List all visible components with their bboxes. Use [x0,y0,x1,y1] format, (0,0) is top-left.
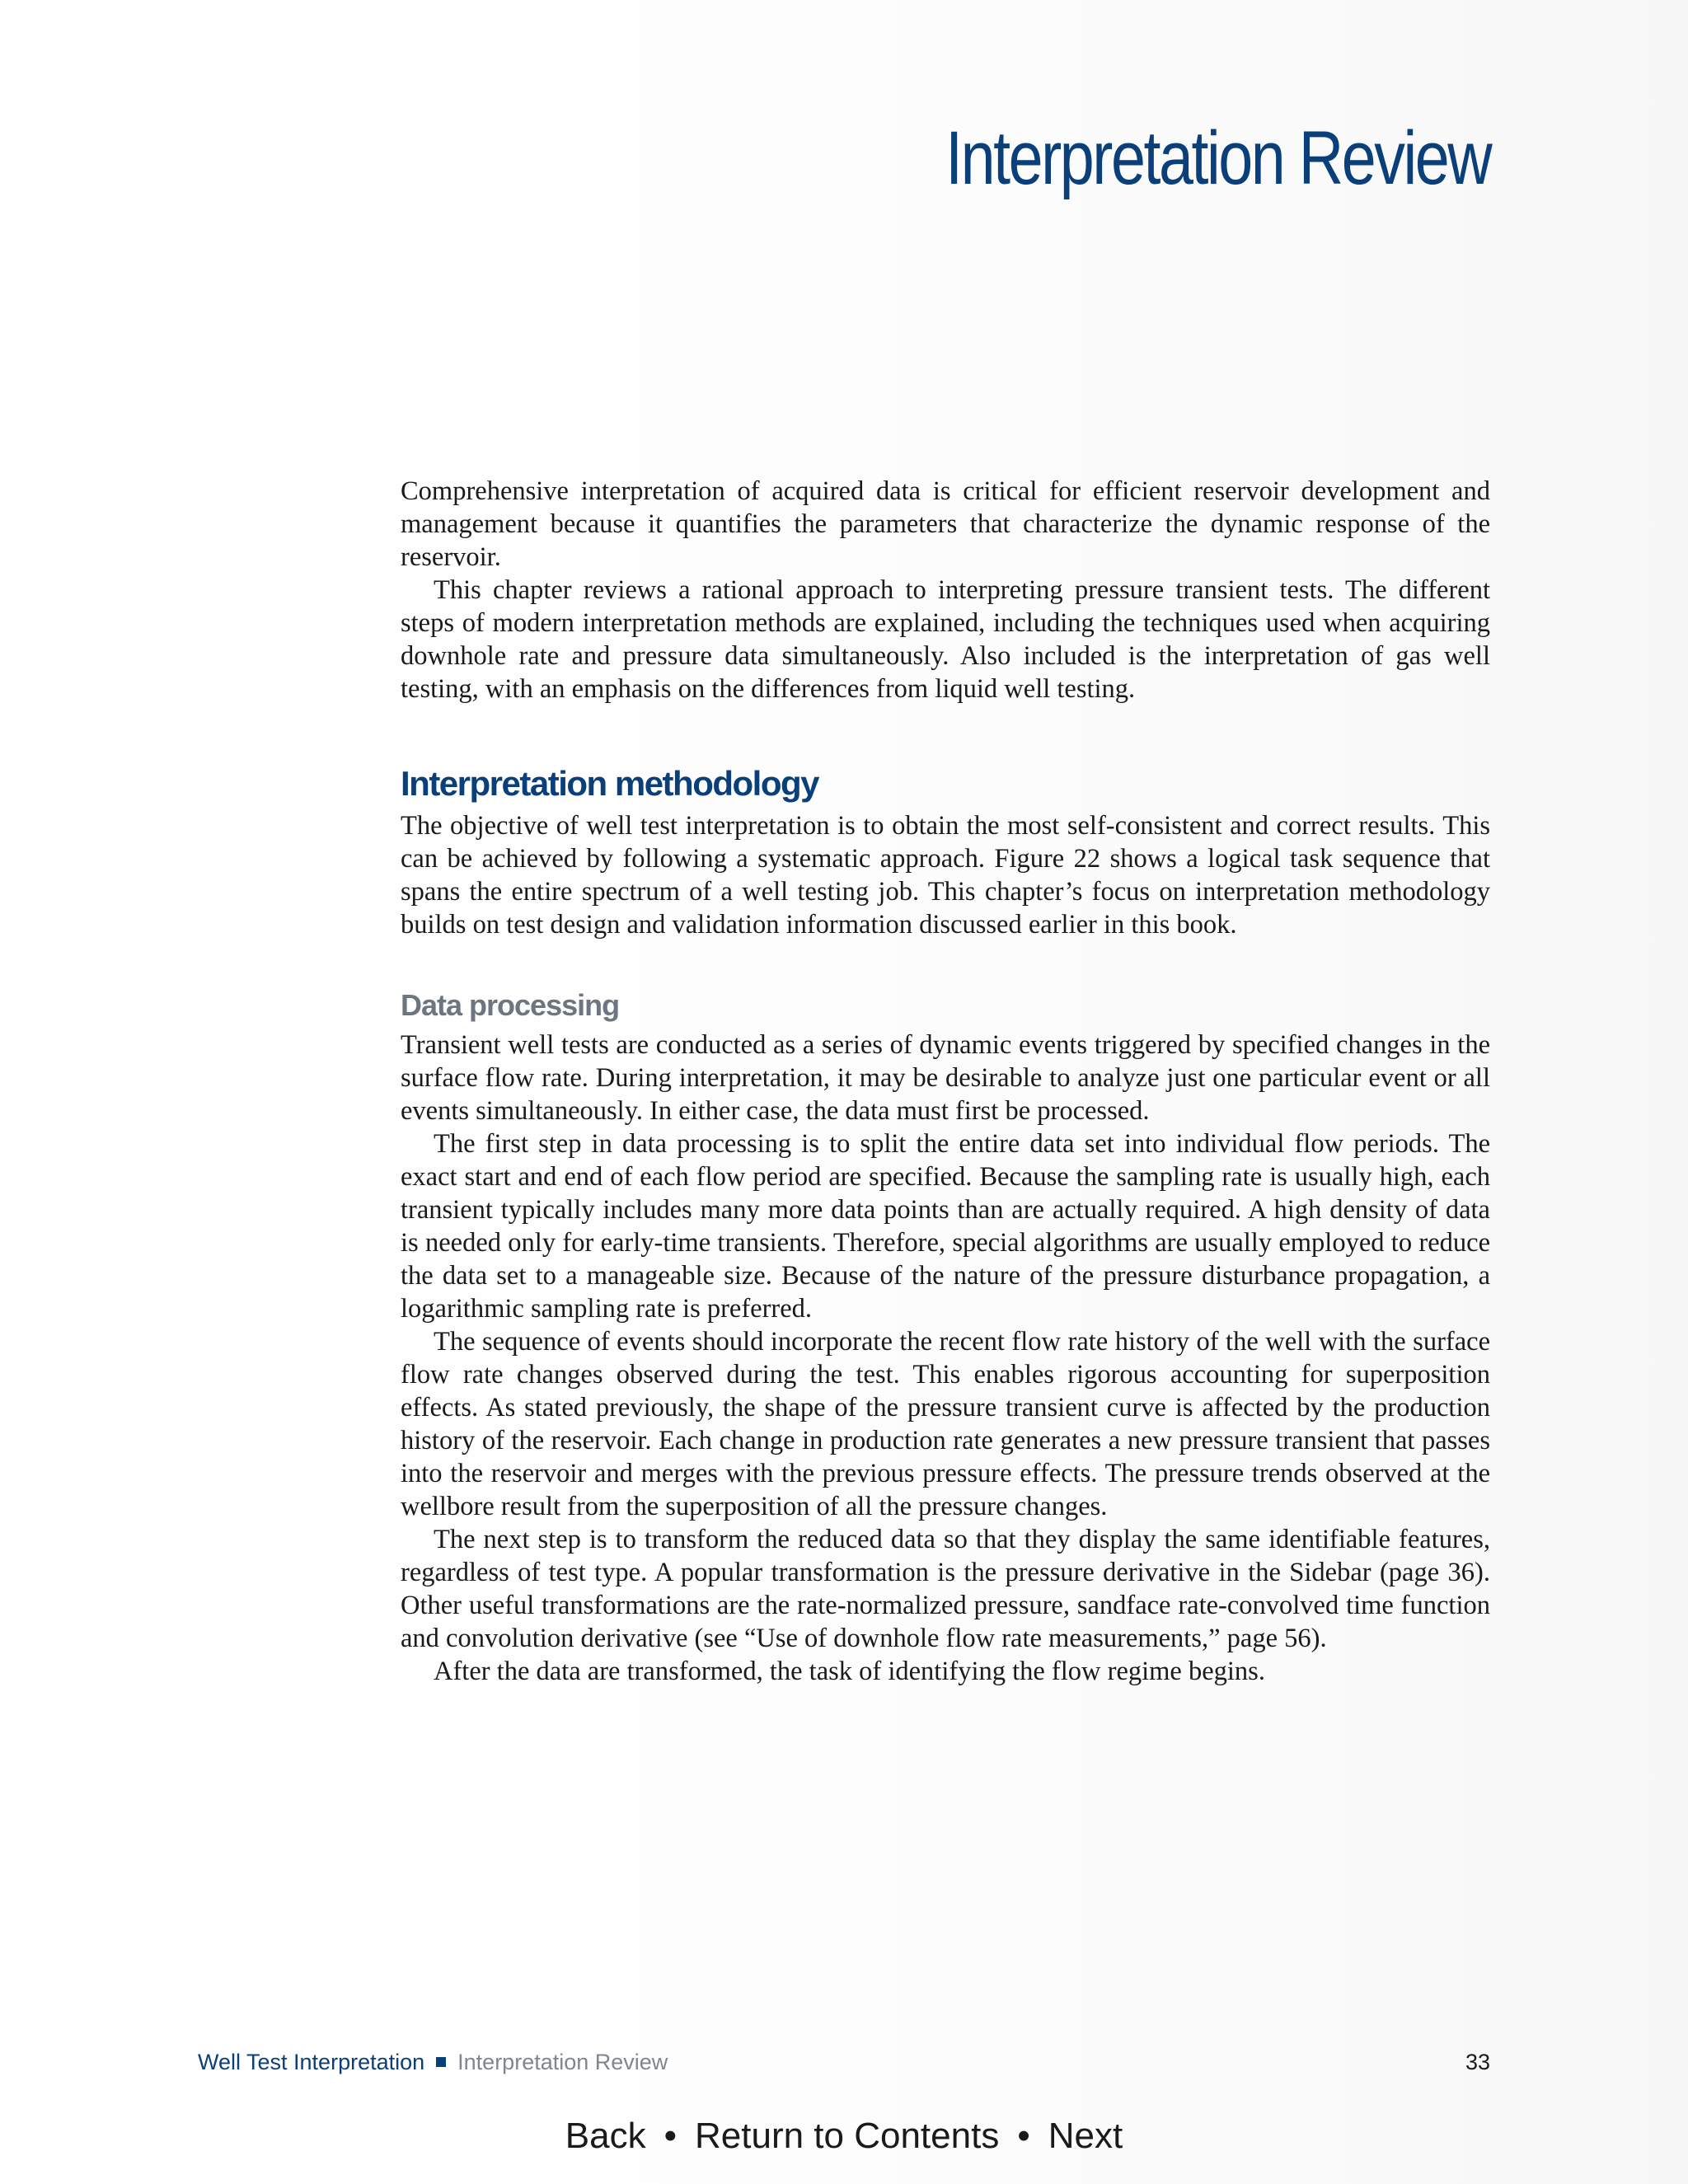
subsection-paragraph: Transient well tests are conducted as a series of dynamic events triggered by specified changes in the surface flow rate. During interpretation, it may be desirable to analyze just one particular event or all events simultaneously. In either case, the data must first be processed. [401,1030,1490,1126]
subsection-heading: Data processing [401,988,620,1022]
subsection-paragraph: The sequence of events should incorporate the recent flow rate history of the well with the surface flow rate changes observed during the test. This enables rigorous accounting for superposition effects. As stated previously, the shape of the pressure transient curve is affected by the production history of the reservoir. Each change in production rate generates a new pressure transient that passes into the reservoir and merges with the previous pressure effects. The pressure trends observed at the wellbore result from the superposition of all the pressure changes. [401,1327,1490,1521]
page-footer [198,2047,1490,2077]
page-number: 33 [1465,2050,1490,2074]
intro-paragraph: Comprehensive interpretation of acquired data is critical for efficient reservoir development and management because it quantifies the parameters that characterize the dynamic response of the reservoir. [401,476,1490,572]
nav-separator: • [1017,2116,1030,2156]
subsection-paragraph: The first step in data processing is to split the entire data set into individual flow periods. The exact start and end of each flow period are specified. Because the sampling rate is usually high, each transient typically includes many more data points than are actually required. A high density of data is needed only for early-time transients. Therefore, special algorithms are usually employed to reduce the data set to a manageable size. Because of the nature of the pressure disturbance propagation, a logarithmic sampling rate is preferred. [401,1129,1490,1324]
main-content [401,475,1490,1688]
intro [401,475,1490,705]
page-navigation [0,2111,1688,2161]
square-bullet-icon [436,2057,446,2067]
section-heading: Interpretation methodology [401,764,818,803]
next-link[interactable]: Next [1048,2116,1123,2156]
back-link[interactable]: Back [565,2116,646,2156]
intro-paragraph: This chapter reviews a rational approach to interpreting pressure transient tests. The different steps of modern interpretation methods are explained, including the techniques used when acquiring downhole rate and pressure data simultaneously. Also included is the interpretation of gas well testing, with an emphasis on the differences from liquid well testing. [401,575,1490,704]
section-paragraph: The objective of well test interpretation is to obtain the most self-consistent and correct results. This can be achieved by following a systematic approach. Figure 22 shows a logical task sequence that spans the entire spectrum of a well testing job. This chapter’s focus on interpretation methodology builds on test design and validation information discussed earlier in this book. [401,811,1490,940]
subsection-paragraph: The next step is to transform the reduced data so that they display the same identifiable features, regardless of test type. A popular transformation is the pressure derivative in the Sidebar (page 36). Other useful transformations are the rate-normalized pressure, sandface rate-convolved time function and convolution derivative (see “Use of downhole flow rate measurements,” page 56). [401,1525,1490,1653]
nav-separator: • [663,2116,677,2156]
footer-book-title: Well Test Interpretation [198,2050,425,2074]
return-to-contents-link[interactable]: Return to Contents [695,2116,1000,2156]
footer-chapter-name: Interpretation Review [457,2050,668,2074]
chapter-title: Interpretation Review [945,116,1490,200]
subsection-paragraph: After the data are transformed, the task of identifying the flow regime begins. [434,1657,1265,1686]
